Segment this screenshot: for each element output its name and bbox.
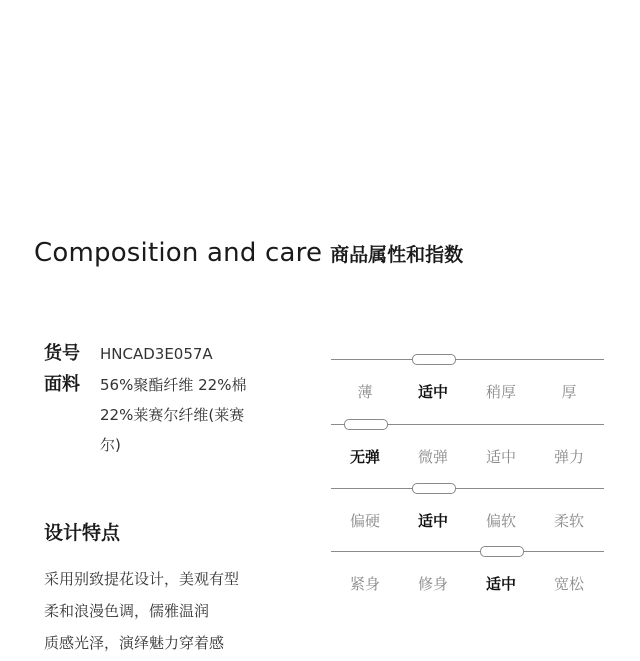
- scale-indicator: [412, 483, 456, 494]
- scale-track: [331, 488, 604, 489]
- scale-option: 适中: [485, 575, 516, 593]
- fabric-line: 尔): [100, 436, 121, 454]
- scale-indicator: [344, 419, 388, 430]
- scale-option: 弹力: [553, 448, 584, 466]
- features-list: [44, 565, 274, 661]
- scale-option: 适中: [417, 512, 448, 530]
- spec-fabric-row: [44, 370, 260, 460]
- sku-value: HNCAD3E057A: [100, 345, 213, 363]
- scale-track: [331, 551, 604, 552]
- scale-option: 微弹: [417, 448, 448, 466]
- feature-line: 质感光泽，演绎魅力穿着感: [44, 634, 225, 652]
- scale-option: 适中: [485, 448, 516, 466]
- section-title: [34, 238, 463, 274]
- scale-indicator: [412, 354, 456, 365]
- fabric-label: 面料: [44, 374, 80, 395]
- spec-sku-row: [44, 340, 213, 368]
- scale-option: 偏硬: [349, 512, 380, 530]
- features-title: 设计特点: [44, 522, 121, 544]
- fabric-value: [100, 370, 260, 460]
- scale-option: 适中: [417, 383, 448, 401]
- section-title-cn: 商品属性和指数: [330, 244, 464, 266]
- scale-option: 宽松: [553, 575, 584, 593]
- scale-option: 柔软: [553, 512, 584, 530]
- scale-option: 偏软: [485, 512, 516, 530]
- scale-option: 稍厚: [485, 383, 516, 401]
- scale-option: 紧身: [349, 575, 380, 593]
- scale-option: 无弹: [349, 448, 380, 466]
- scale-track: [331, 359, 604, 360]
- scale-option: 修身: [417, 575, 448, 593]
- scale-option: 薄: [357, 383, 373, 401]
- feature-line: 采用别致提花设计，美观有型: [44, 570, 240, 588]
- sku-label: 货号: [44, 343, 80, 364]
- scale-option: 厚: [561, 383, 577, 401]
- section-title-en: Composition and care: [34, 238, 323, 268]
- feature-line: 柔和浪漫色调，儒雅温润: [44, 602, 210, 620]
- fabric-line: 56%聚酯纤维 22%棉: [100, 376, 247, 394]
- scale-indicator: [480, 546, 524, 557]
- fabric-line: 22%莱赛尔纤维(莱赛: [100, 406, 245, 424]
